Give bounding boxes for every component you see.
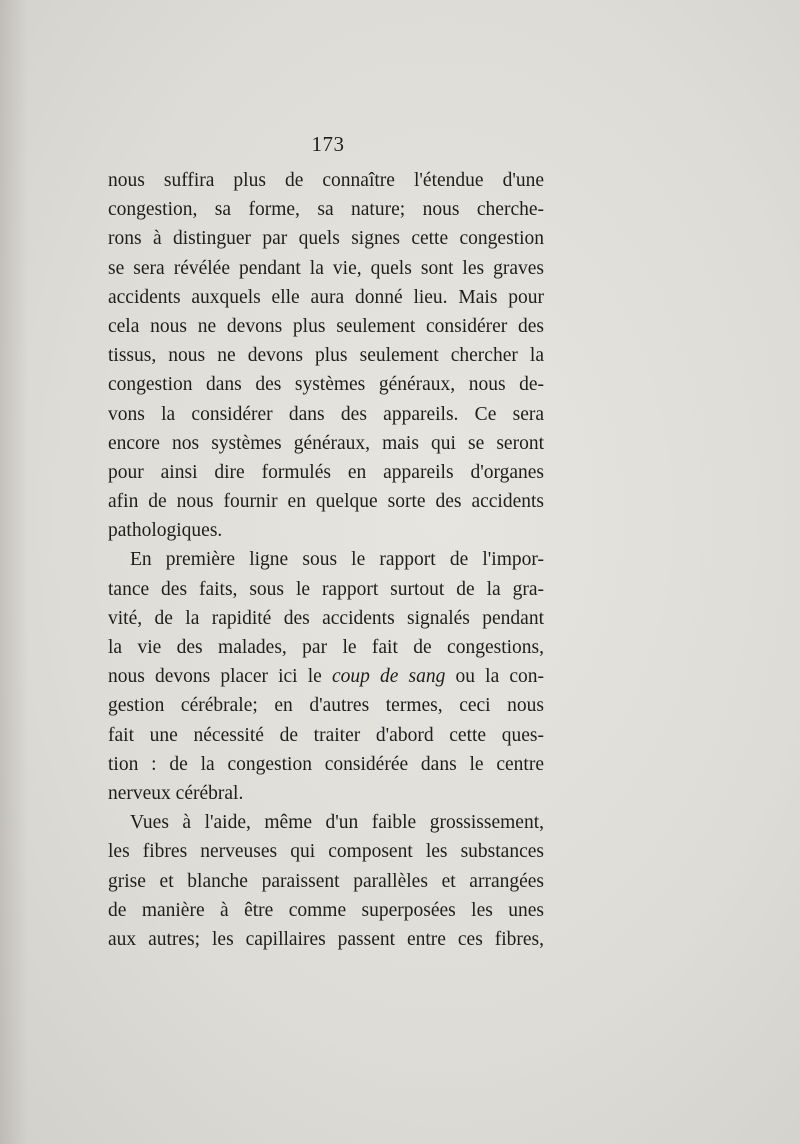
text-line: grise et blanche paraissent parallèles et arrangées bbox=[108, 870, 544, 892]
text-line: tissus, nous ne devons plus seulement chercher la bbox=[108, 345, 544, 367]
text-line: accidents auxquels elle aura donné lieu. Mais pour bbox=[108, 286, 544, 308]
text-line: pour ainsi dire formulés en appareils d'organes bbox=[108, 461, 544, 483]
text-line: tion : de la congestion considérée dans le centre bbox=[108, 753, 544, 775]
text-fragment: nous devons placer ici le bbox=[108, 666, 322, 688]
text-line: encore nos systèmes généraux, mais qui se seront bbox=[108, 432, 544, 454]
text-line: tance des faits, sous le rapport surtout de la gra- bbox=[108, 578, 544, 600]
text-line: gestion cérébrale; en d'autres termes, ceci nous bbox=[108, 695, 544, 717]
text-line-with-italic bbox=[108, 662, 544, 691]
text-line: de manière à être comme superposées les unes bbox=[108, 899, 544, 921]
page-number: 173 bbox=[311, 132, 345, 156]
text-line: la vie des malades, par le fait de congestions, bbox=[108, 637, 544, 658]
text-fragment: ou la con- bbox=[455, 666, 545, 688]
text-line: Vues à l'aide, même d'un faible grossissement, bbox=[130, 812, 544, 834]
text-line: congestion, sa forme, sa nature; nous cherche- bbox=[108, 199, 544, 221]
text-line: fait une nécessité de traiter d'abord cette ques- bbox=[108, 724, 544, 746]
text-line: En première ligne sous le rapport de l'impor- bbox=[130, 549, 544, 571]
text-line: aux autres; les capillaires passent entre ces fibres, bbox=[108, 928, 544, 950]
text-line: afin de nous fournir en quelque sorte des accidents bbox=[108, 491, 544, 513]
text-line: pathologiques. bbox=[108, 520, 223, 542]
text-line: vons la considérer dans des appareils. Ce sera bbox=[108, 403, 544, 425]
text-line: cela nous ne devons plus seulement considérer des bbox=[108, 315, 544, 337]
text-line: nerveux cérébral. bbox=[108, 782, 244, 804]
text-line: se sera révélée pendant la vie, quels sont les graves bbox=[108, 257, 544, 279]
text-line: vité, de la rapidité des accidents signalés pendant bbox=[108, 607, 544, 629]
text-line: congestion dans des systèmes généraux, nous de- bbox=[108, 374, 544, 396]
text-line: nous suffira plus de connaître l'étendue d'une bbox=[108, 170, 544, 191]
text-line: rons à distinguer par quels signes cette congestion bbox=[108, 228, 544, 250]
italic-term: coup de sang bbox=[331, 666, 446, 688]
body-text bbox=[108, 166, 544, 954]
text-line: les fibres nerveuses qui composent les substances bbox=[108, 841, 544, 863]
